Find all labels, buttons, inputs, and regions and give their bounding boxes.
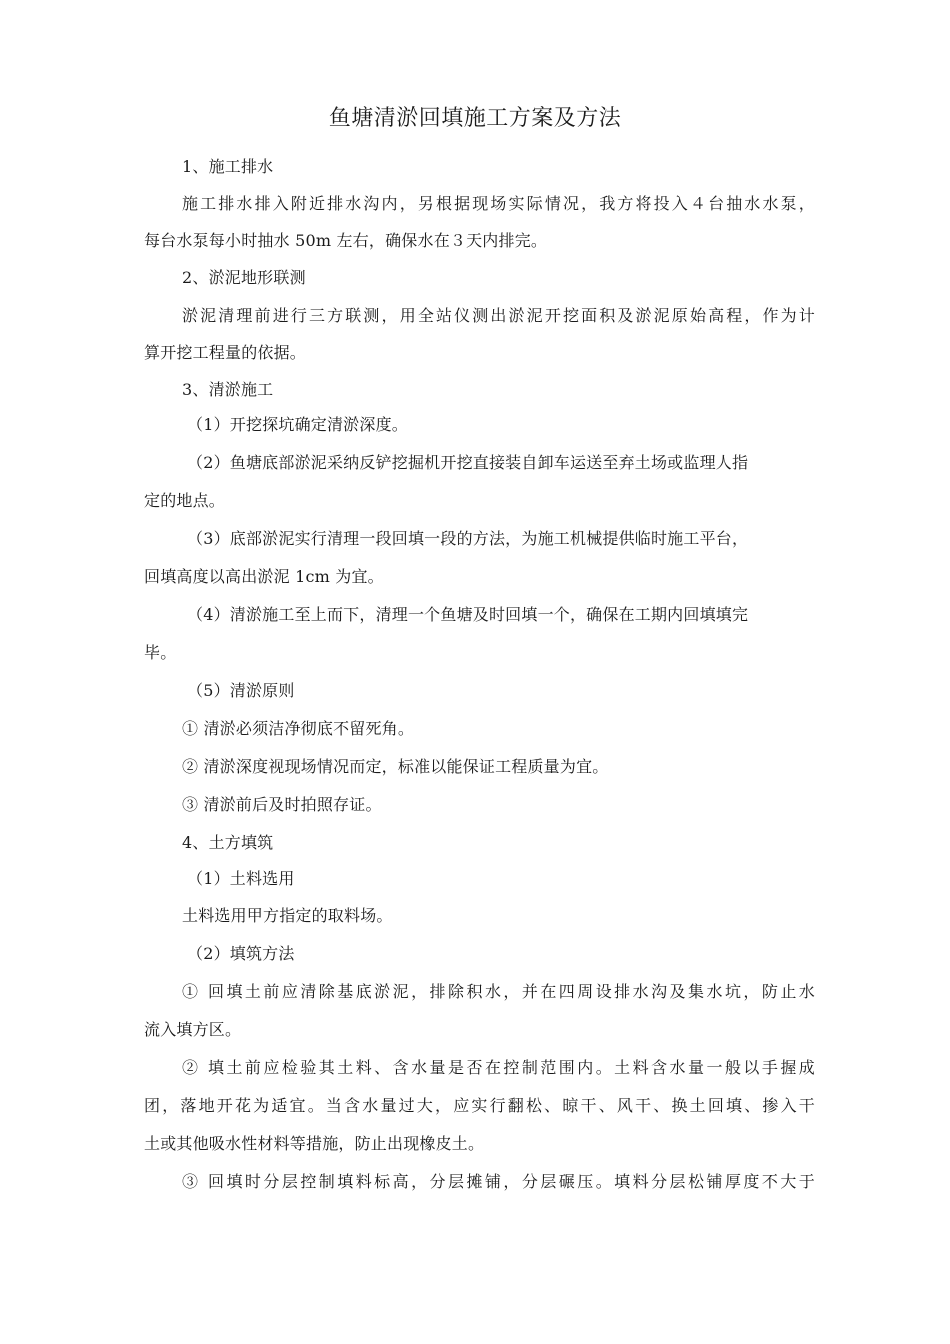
list-item: （4）清淤施工至上而下，清理一个鱼塘及时回填一个，确保在工期内回填填完 [187,605,749,624]
list-item: ③ 回填时分层控制填料标高，分层摊铺，分层碾压。填料分层松铺厚度不大于 [182,1172,815,1191]
section-heading-dredging: 3、清淤施工 [182,380,274,399]
paragraph-line: 定的地点。 [144,491,226,510]
paragraph-line: 每台水泵每小时抽水 50m 左右，确保水在３天内排完。 [144,231,548,250]
paragraph-line: 施工排水排入附近排水沟内，另根据现场实际情况，我方将投入４台抽水水泵， [182,194,815,213]
list-item: （1）开挖探坑确定清淤深度。 [187,415,408,434]
paragraph-line: 土料选用甲方指定的取料场。 [182,906,393,925]
list-item: ② 清淤深度视现场情况而定，标准以能保证工程质量为宜。 [182,757,609,776]
list-item: （2）填筑方法 [187,944,295,963]
list-item: ③ 清淤前后及时拍照存证。 [182,795,382,814]
paragraph-line: 算开挖工程量的依据。 [144,343,307,362]
paragraph-line: 回填高度以高出淤泥 1cm 为宜。 [144,567,384,586]
list-item: （1）土料选用 [187,869,295,888]
section-heading-earthfill: 4、土方填筑 [182,833,274,852]
list-item: （2）鱼塘底部淤泥采纳反铲挖掘机开挖直接装自卸车运送至弃土场或监理人指 [187,453,749,472]
list-item: （5）清淤原则 [187,681,295,700]
section-heading-survey: 2、淤泥地形联测 [182,268,306,287]
paragraph-line: 团，落地开花为适宜。当含水量过大，应实行翻松、晾干、风干、换土回填、掺入干 [144,1096,815,1115]
paragraph-line: 土或其他吸水性材料等措施，防止出现橡皮土。 [144,1134,485,1153]
list-item: （3）底部淤泥实行清理一段回填一段的方法，为施工机械提供临时施工平台， [187,529,749,548]
list-item: ② 填土前应检验其土料、含水量是否在控制范围内。土料含水量一般以手握成 [182,1058,815,1077]
section-heading-drainage: 1、施工排水 [182,157,274,176]
paragraph-line: 淤泥清理前进行三方联测，用全站仪测出淤泥开挖面积及淤泥原始高程，作为计 [182,306,815,325]
list-item: ① 清淤必须洁净彻底不留死角。 [182,719,415,738]
document-title: 鱼塘清淤回填施工方案及方法 [328,106,622,131]
paragraph-line: 流入填方区。 [144,1020,242,1039]
list-item: ① 回填土前应清除基底淤泥，排除积水，并在四周设排水沟及集水坑，防止水 [182,982,815,1001]
paragraph-line: 毕。 [144,643,177,662]
